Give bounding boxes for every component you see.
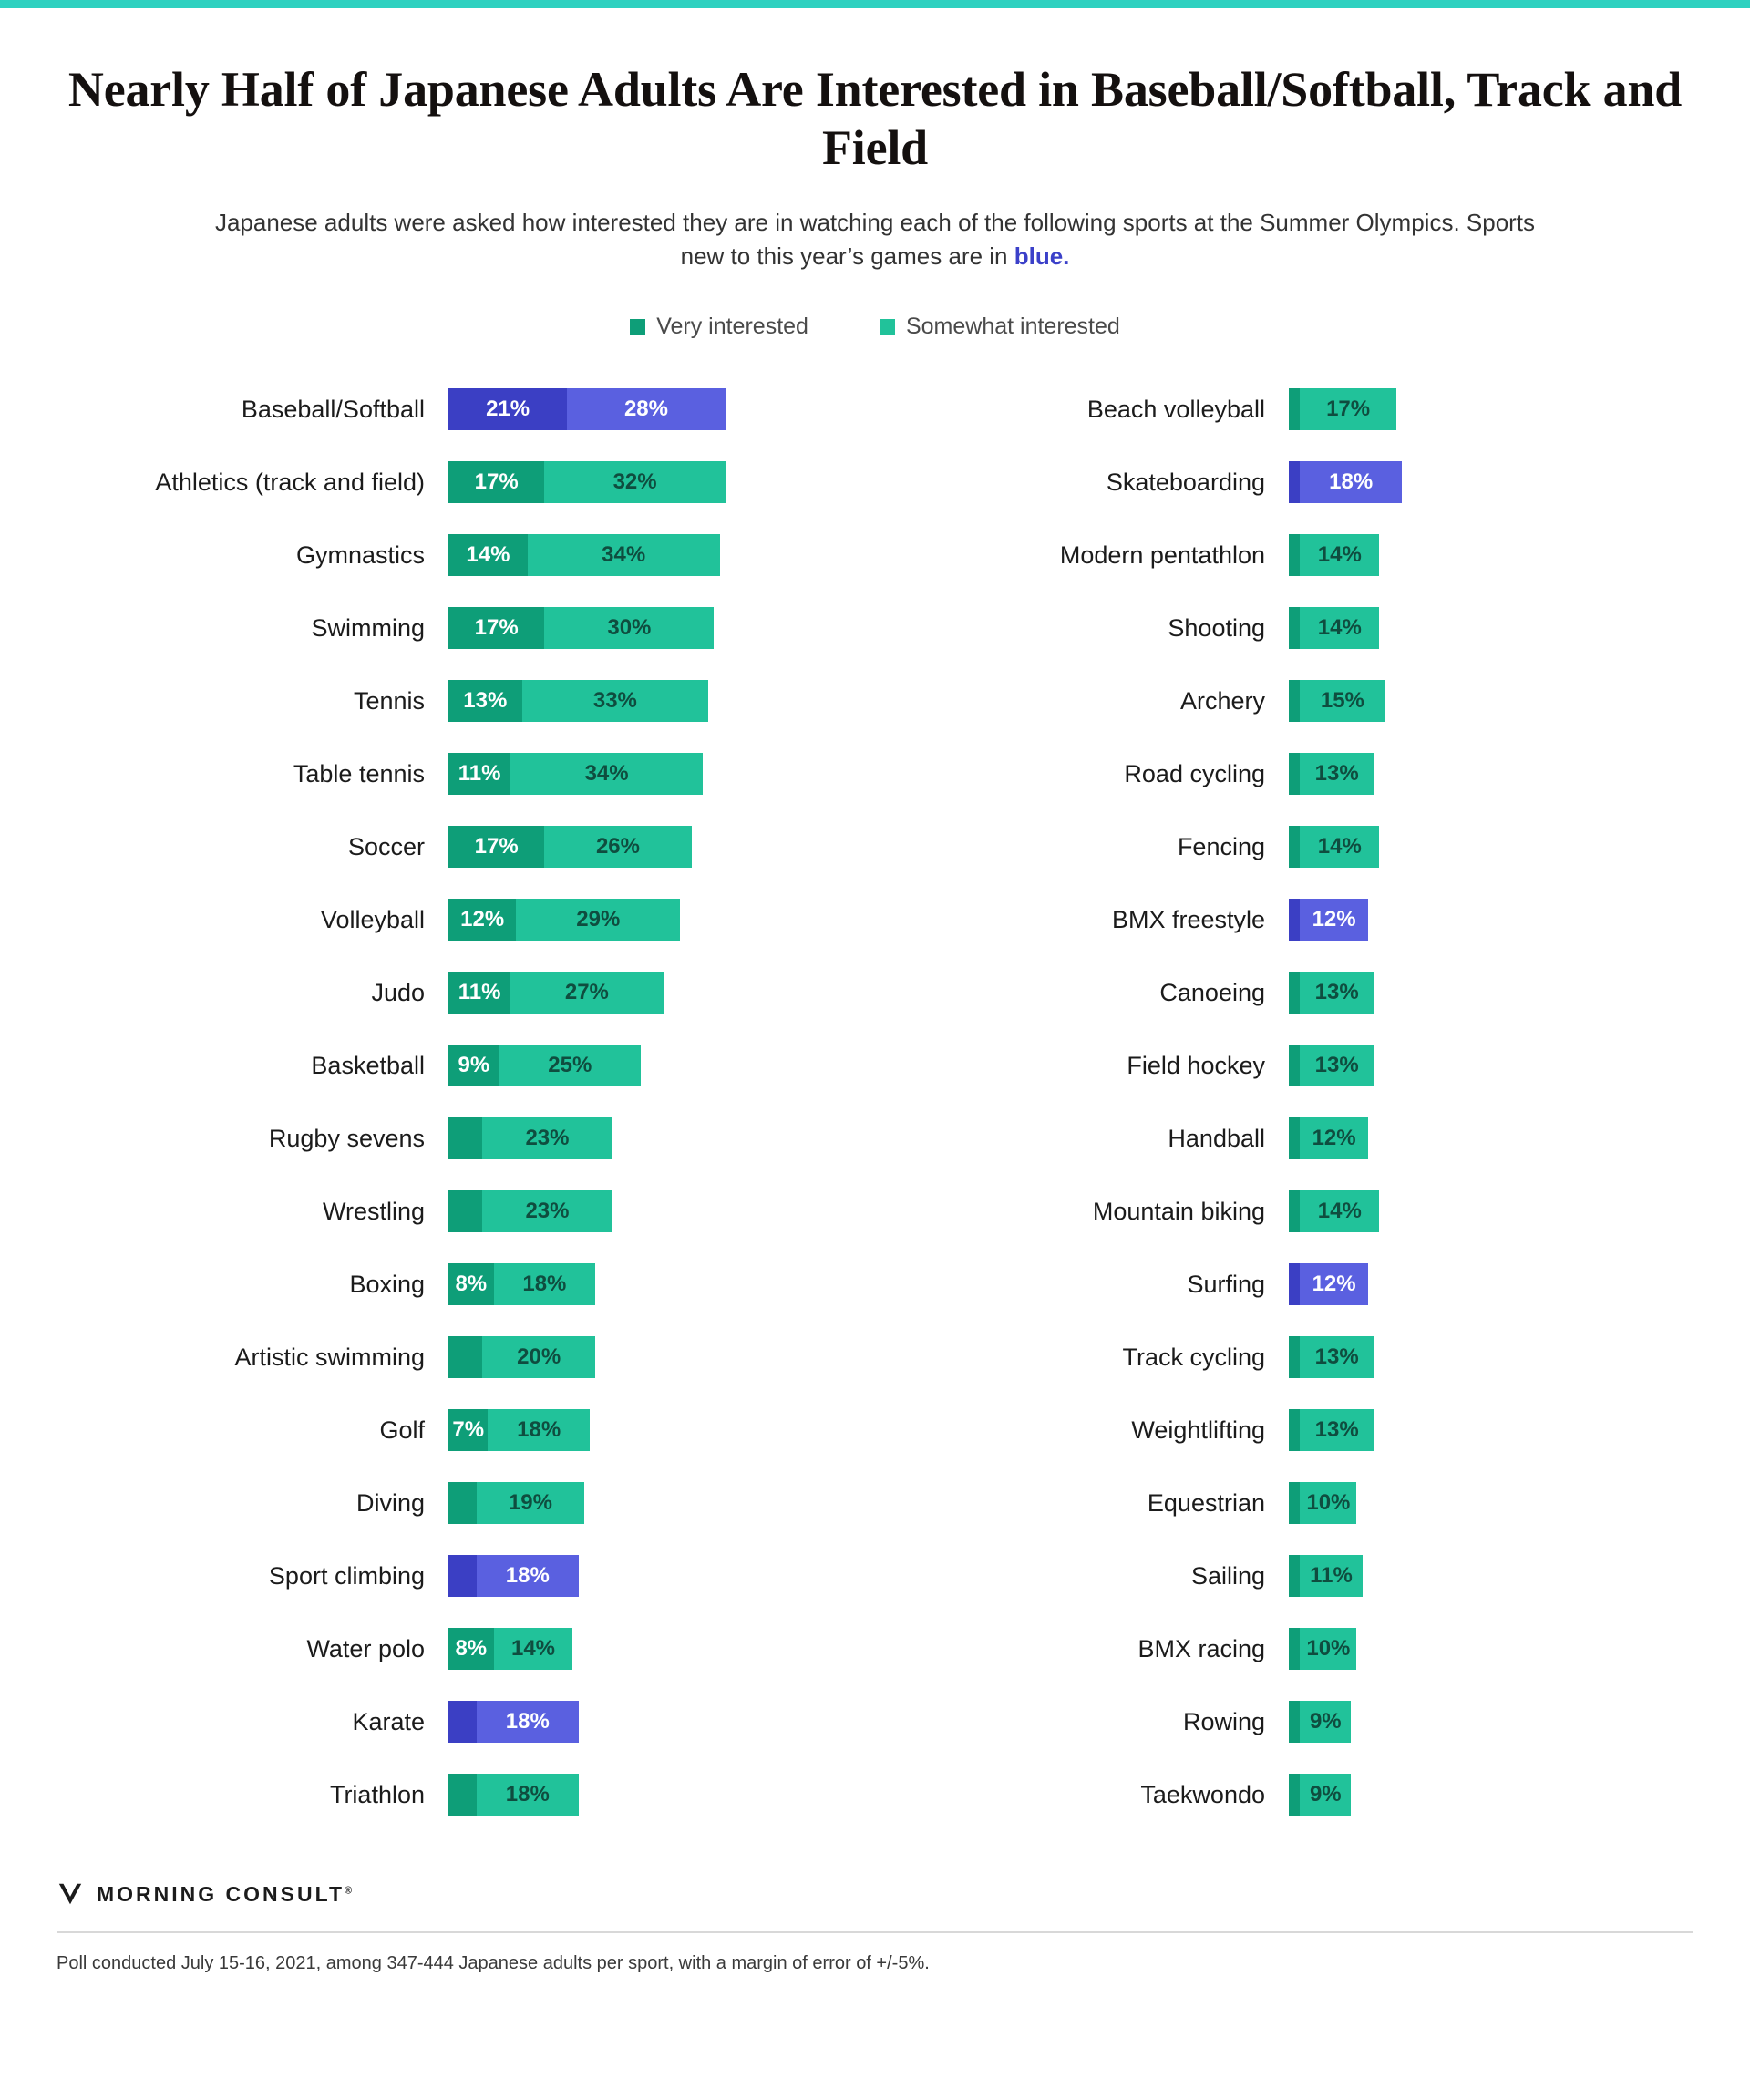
bar-segment-very-interested — [1289, 972, 1300, 1014]
chart-row-bars — [448, 1701, 579, 1743]
bar-segment-very-interested — [1289, 1774, 1300, 1816]
bar-segment-very-interested — [1289, 1190, 1300, 1232]
chart-row-label: Rowing — [1182, 1707, 1265, 1735]
bar-segment-somewhat-interested: 30% — [544, 607, 714, 649]
chart-row — [897, 1612, 1693, 1685]
bar-segment-very-interested — [1289, 1045, 1300, 1086]
bar-segment-very-interested — [448, 1336, 482, 1378]
bar-segment-somewhat-interested: 10% — [1300, 1482, 1356, 1524]
chart-column-left — [57, 373, 873, 1831]
chart-row-bars — [448, 1774, 579, 1816]
bar-segment-very-interested: 7% — [448, 1409, 488, 1451]
chart-row-bars — [1289, 899, 1368, 941]
chart-row-label: Basketball — [311, 1051, 425, 1079]
chart-row — [897, 1175, 1693, 1248]
bar-segment-very-interested: 12% — [448, 899, 516, 941]
chart-row-label: BMX racing — [1138, 1634, 1265, 1662]
chart-area — [57, 373, 1693, 1831]
chart-row-label: Mountain biking — [1092, 1197, 1265, 1225]
chart-row — [897, 1102, 1693, 1175]
bar-segment-somewhat-interested: 12% — [1300, 1117, 1367, 1159]
chart-row — [57, 1467, 853, 1539]
bar-segment-very-interested: 17% — [448, 826, 544, 868]
chart-row-bars — [448, 826, 692, 868]
bar-segment-very-interested: 21% — [448, 388, 567, 430]
chart-row-label: Golf — [379, 1415, 425, 1444]
chart-row-label: Diving — [355, 1488, 425, 1517]
chart-row-bars — [1289, 1774, 1351, 1816]
chart-row-bars — [448, 534, 720, 576]
bar-segment-very-interested — [1289, 1263, 1300, 1305]
bar-segment-very-interested — [1289, 1628, 1300, 1670]
chart-row — [897, 1394, 1693, 1467]
brand-name: MORNING CONSULT® — [97, 1881, 355, 1906]
chart-row — [57, 519, 853, 592]
chart-column-right — [873, 373, 1693, 1831]
chart-row-label: Volleyball — [320, 905, 425, 933]
chart-row-label: Artistic swimming — [234, 1343, 425, 1371]
chart-row-bars — [448, 607, 714, 649]
legend-label-somewhat: Somewhat interested — [905, 314, 1120, 340]
chart-row — [57, 446, 853, 519]
chart-row-label: Swimming — [311, 613, 425, 642]
bar-segment-somewhat-interested: 9% — [1300, 1701, 1351, 1743]
subtitle-highlight: blue. — [1014, 242, 1070, 271]
chart-row-label: Baseball/Softball — [241, 395, 425, 423]
chart-row — [57, 883, 853, 956]
bar-segment-very-interested: 8% — [448, 1263, 494, 1305]
bar-segment-very-interested — [1289, 607, 1300, 649]
chart-row-label: Track cycling — [1122, 1343, 1265, 1371]
chart-row-label: Tennis — [353, 686, 425, 715]
chart-row-bars — [1289, 753, 1374, 795]
chart-row — [57, 1685, 853, 1758]
chart-row — [57, 664, 853, 737]
chart-row-label: Canoeing — [1159, 978, 1265, 1006]
chart-row-bars — [1289, 1555, 1363, 1597]
chart-row — [57, 956, 853, 1029]
bar-segment-somewhat-interested: 14% — [494, 1628, 573, 1670]
chart-row-bars — [1289, 534, 1379, 576]
chart-row-label: Judo — [371, 978, 425, 1006]
chart-row — [57, 373, 853, 446]
bar-segment-somewhat-interested: 23% — [482, 1117, 612, 1159]
chart-row-label: Table tennis — [293, 759, 425, 788]
source-note: Poll conducted July 15-16, 2021, among 347-444 Japanese adults per sport, with a margin of error of +/-5%. — [57, 1953, 930, 1974]
bar-segment-very-interested: 9% — [448, 1045, 499, 1086]
chart-row-bars — [448, 1336, 595, 1378]
chart-row-label: Shooting — [1168, 613, 1265, 642]
chart-row-label: Sport climbing — [268, 1561, 425, 1590]
chart-row — [897, 1248, 1693, 1321]
chart-row-bars — [448, 388, 726, 430]
chart-row-bars — [1289, 972, 1374, 1014]
bar-segment-very-interested: 13% — [448, 680, 522, 722]
chart-row-label: Athletics (track and field) — [155, 468, 425, 496]
bar-segment-somewhat-interested: 33% — [522, 680, 709, 722]
chart-row — [897, 519, 1693, 592]
bar-segment-somewhat-interested: 14% — [1300, 534, 1379, 576]
chart-row — [897, 737, 1693, 810]
chart-legend — [57, 314, 1693, 340]
bar-segment-somewhat-interested: 13% — [1300, 1409, 1374, 1451]
chart-row — [897, 592, 1693, 664]
chart-row — [897, 810, 1693, 883]
bar-segment-very-interested: 17% — [448, 607, 544, 649]
chart-row-bars — [448, 1190, 612, 1232]
bar-segment-somewhat-interested: 18% — [477, 1701, 579, 1743]
chart-row-label: Modern pentathlon — [1059, 540, 1265, 569]
chart-row — [897, 1758, 1693, 1831]
chart-row — [57, 1248, 853, 1321]
bar-segment-somewhat-interested: 28% — [567, 388, 726, 430]
chart-row-label: Equestrian — [1147, 1488, 1265, 1517]
bar-segment-somewhat-interested: 34% — [528, 534, 720, 576]
chart-row — [57, 1175, 853, 1248]
bar-segment-very-interested — [448, 1190, 482, 1232]
chart-row-label: Archery — [1179, 686, 1265, 715]
bar-segment-very-interested: 11% — [448, 753, 510, 795]
bar-segment-somewhat-interested: 32% — [544, 461, 725, 503]
chart-row-bars — [1289, 826, 1379, 868]
chart-row-bars — [1289, 1336, 1374, 1378]
bar-segment-somewhat-interested: 18% — [488, 1409, 590, 1451]
chart-row-bars — [448, 972, 664, 1014]
bar-segment-somewhat-interested: 12% — [1300, 899, 1367, 941]
bar-segment-somewhat-interested: 19% — [477, 1482, 584, 1524]
chart-row-bars — [1289, 388, 1396, 430]
bar-segment-somewhat-interested: 13% — [1300, 972, 1374, 1014]
bar-segment-somewhat-interested: 18% — [477, 1774, 579, 1816]
bar-segment-very-interested: 11% — [448, 972, 510, 1014]
bar-segment-somewhat-interested: 13% — [1300, 1045, 1374, 1086]
bar-segment-somewhat-interested: 26% — [544, 826, 691, 868]
chart-row-bars — [448, 1555, 579, 1597]
bar-segment-somewhat-interested: 18% — [477, 1555, 579, 1597]
bar-segment-very-interested: 17% — [448, 461, 544, 503]
bar-segment-very-interested — [1289, 461, 1300, 503]
bar-segment-very-interested — [1289, 753, 1300, 795]
chart-row — [897, 1685, 1693, 1758]
bar-segment-very-interested — [448, 1774, 477, 1816]
chart-row — [897, 373, 1693, 446]
bar-segment-very-interested — [1289, 1336, 1300, 1378]
bar-segment-very-interested — [1289, 680, 1300, 722]
chart-row-bars — [1289, 680, 1385, 722]
chart-row — [57, 1758, 853, 1831]
page-title: Nearly Half of Japanese Adults Are Interested in Baseball/Softball, Track and Field — [67, 62, 1683, 175]
chart-row-label: Road cycling — [1124, 759, 1265, 788]
bar-segment-very-interested — [1289, 826, 1300, 868]
chart-row-label: Rugby sevens — [268, 1124, 425, 1152]
morning-consult-mark-icon — [57, 1880, 84, 1908]
bar-segment-very-interested — [448, 1482, 477, 1524]
bar-segment-somewhat-interested: 20% — [482, 1336, 595, 1378]
chart-row — [897, 446, 1693, 519]
chart-row — [897, 956, 1693, 1029]
bar-segment-somewhat-interested: 15% — [1300, 680, 1385, 722]
chart-row-label: Surfing — [1187, 1270, 1265, 1298]
legend-item-somewhat-interested — [880, 314, 1120, 340]
bar-segment-somewhat-interested: 23% — [482, 1190, 612, 1232]
chart-row — [57, 1102, 853, 1175]
chart-row — [57, 810, 853, 883]
bar-segment-somewhat-interested: 14% — [1300, 1190, 1379, 1232]
chart-row-label: Field hockey — [1127, 1051, 1265, 1079]
chart-row — [897, 664, 1693, 737]
chart-row-bars — [448, 753, 703, 795]
chart-row-label: Boxing — [349, 1270, 425, 1298]
chart-row-label: Wrestling — [322, 1197, 425, 1225]
bar-segment-somewhat-interested: 10% — [1300, 1628, 1356, 1670]
chart-row-label: Sailing — [1190, 1561, 1265, 1590]
chart-row-bars — [1289, 1190, 1379, 1232]
bar-segment-somewhat-interested: 13% — [1300, 1336, 1374, 1378]
chart-row-bars — [448, 1263, 595, 1305]
chart-row-label: Water polo — [306, 1634, 425, 1662]
bar-segment-somewhat-interested: 27% — [510, 972, 663, 1014]
chart-row-label: Soccer — [347, 832, 425, 860]
chart-row-bars — [1289, 1409, 1374, 1451]
bar-segment-somewhat-interested: 12% — [1300, 1263, 1367, 1305]
bar-segment-very-interested: 8% — [448, 1628, 494, 1670]
bar-segment-somewhat-interested: 18% — [1300, 461, 1402, 503]
chart-row-bars — [448, 1409, 590, 1451]
chart-row — [57, 1394, 853, 1467]
bar-segment-somewhat-interested: 34% — [510, 753, 703, 795]
chart-row-label: Taekwondo — [1140, 1780, 1265, 1808]
chart-row — [57, 1612, 853, 1685]
legend-item-very-interested — [630, 314, 808, 340]
chart-row-label: Gymnastics — [295, 540, 425, 569]
chart-row — [57, 1321, 853, 1394]
chart-row-label: Skateboarding — [1106, 468, 1265, 496]
chart-row — [897, 1539, 1693, 1612]
chart-row — [57, 1539, 853, 1612]
chart-row-bars — [448, 1117, 612, 1159]
chart-row-bars — [1289, 1263, 1368, 1305]
chart-row-bars — [448, 680, 708, 722]
bar-segment-very-interested — [1289, 534, 1300, 576]
subtitle-text: Japanese adults were asked how interested they are in watching each of the following sports at the Summer Olympics. Sports new to this year’s games are in — [214, 209, 1536, 271]
legend-label-very: Very interested — [656, 314, 808, 340]
bar-segment-somewhat-interested: 29% — [516, 899, 680, 941]
chart-row — [57, 592, 853, 664]
bar-segment-very-interested — [448, 1555, 477, 1597]
bar-segment-very-interested — [1289, 1409, 1300, 1451]
chart-row-label: Fencing — [1177, 832, 1265, 860]
bar-segment-somewhat-interested: 18% — [494, 1263, 596, 1305]
bar-segment-somewhat-interested: 25% — [499, 1045, 641, 1086]
chart-row-bars — [448, 899, 680, 941]
bar-segment-very-interested — [1289, 1701, 1300, 1743]
chart-row-label: Beach volleyball — [1086, 395, 1265, 423]
page-container — [0, 61, 1750, 2002]
bar-segment-somewhat-interested: 17% — [1300, 388, 1395, 430]
chart-row — [57, 737, 853, 810]
bar-segment-somewhat-interested: 14% — [1300, 607, 1379, 649]
chart-row-label: Triathlon — [329, 1780, 425, 1808]
chart-row-label: Weightlifting — [1131, 1415, 1265, 1444]
chart-row-label: Karate — [352, 1707, 425, 1735]
chart-row-bars — [1289, 607, 1379, 649]
chart-row — [897, 1321, 1693, 1394]
chart-row-bars — [1289, 1117, 1368, 1159]
chart-row-label: Handball — [1168, 1124, 1265, 1152]
bar-segment-very-interested — [1289, 1117, 1300, 1159]
chart-row — [897, 1467, 1693, 1539]
chart-row-bars — [1289, 1045, 1374, 1086]
brand-logo — [57, 1868, 1693, 1931]
bar-segment-very-interested — [1289, 899, 1300, 941]
bar-segment-somewhat-interested: 14% — [1300, 826, 1379, 868]
chart-row — [57, 1029, 853, 1102]
chart-subtitle — [214, 206, 1536, 273]
brand-trademark: ® — [345, 1885, 355, 1897]
legend-swatch-very — [630, 319, 645, 335]
bar-segment-very-interested: 14% — [448, 534, 528, 576]
legend-swatch-somewhat — [880, 319, 895, 335]
bar-segment-very-interested — [1289, 388, 1300, 430]
bar-segment-very-interested — [1289, 1482, 1300, 1524]
chart-row — [897, 1029, 1693, 1102]
chart-row-bars — [1289, 461, 1402, 503]
bar-segment-somewhat-interested: 11% — [1300, 1555, 1362, 1597]
chart-row-bars — [1289, 1701, 1351, 1743]
bar-segment-very-interested — [448, 1117, 482, 1159]
chart-row — [897, 883, 1693, 956]
bar-segment-very-interested — [448, 1701, 477, 1743]
top-accent-bar — [0, 0, 1750, 8]
chart-row-bars — [448, 1482, 584, 1524]
bar-segment-somewhat-interested: 13% — [1300, 753, 1374, 795]
chart-row-bars — [448, 1628, 572, 1670]
chart-row-bars — [448, 1045, 641, 1086]
chart-row-bars — [1289, 1628, 1356, 1670]
chart-row-label: BMX freestyle — [1111, 905, 1265, 933]
bar-segment-somewhat-interested: 9% — [1300, 1774, 1351, 1816]
chart-row-bars — [448, 461, 726, 503]
chart-row-bars — [1289, 1482, 1356, 1524]
chart-footer — [57, 1868, 1693, 2002]
bar-segment-very-interested — [1289, 1555, 1300, 1597]
